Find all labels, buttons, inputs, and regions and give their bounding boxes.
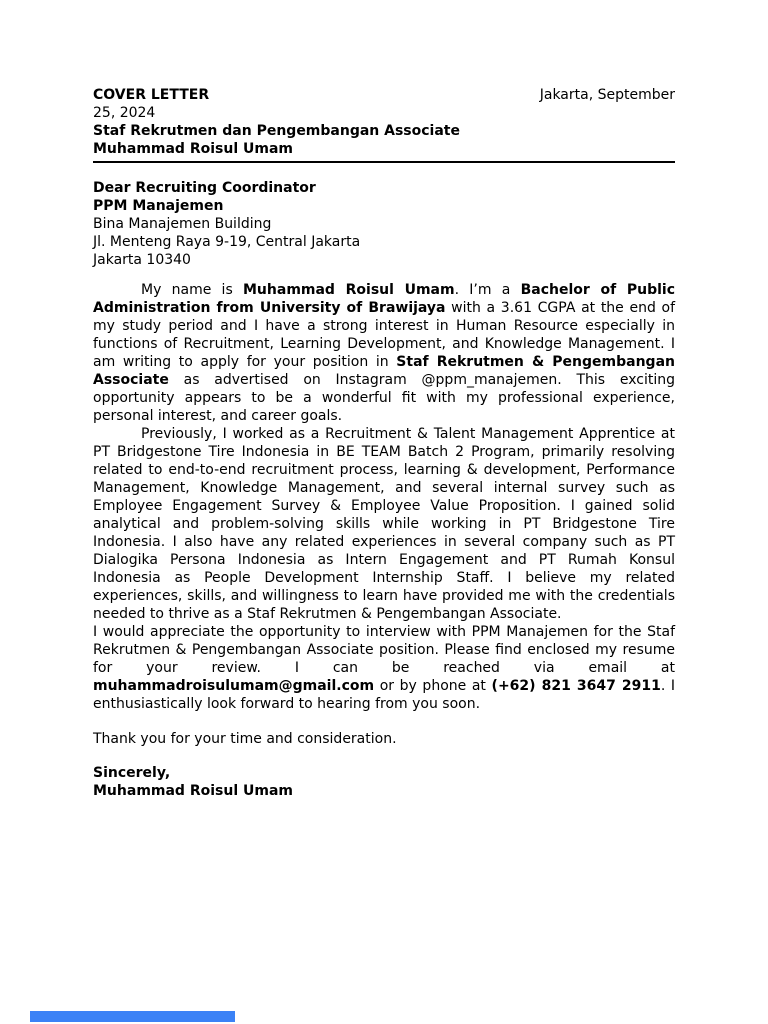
signature-block — [93, 764, 675, 800]
signoff: Sincerely, — [93, 765, 171, 781]
body-paragraph-intro: My name is Muhammad Roisul Umam. I’m a Bachelor of Public Administration from University of Brawijaya with a 3.61 CGPA at the end of my study period and I have a strong interest in Human Resource especially in functions of Recruitment, Learning Development, and Knowledge Management. I am writing to apply for your position in Staf Rekrutmen & Pengembangan Associate as advertised on Instagram @ppm_manajemen. This exciting opportunity appears to be a wonderful fit with my professional experience, personal interest, and career goals. — [93, 282, 676, 424]
body-paragraph-experience: Previously, I worked as a Recruitment & Talent Management Apprentice at PT Bridgestone Tire Indonesia in BE TEAM Batch 2 Program, primarily resolving related to end-to-end recruitment process, learning & development, Performance Management, Knowledge Management, and several internal survey such as Employee Engagement Survey & Employee Value Proposition. I gained solid analytical and problem-solving skills while working in PT Bridgestone Tire Indonesia. I also have any related experiences in several company such as PT Dialogika Persona Indonesia as Intern Engagement and PT Rumah Konsul Indonesia as People Development Internship Staff. I believe my related experiences, skills, and willingness to learn have provided me with the credentials needed to thrive as a Staf Rekrutmen & Pengembangan Associate. — [93, 426, 675, 622]
recipient-company: PPM Manajemen — [93, 198, 224, 214]
closing-thanks-line: Thank you for your time and consideration. — [93, 731, 397, 747]
signature-name: Muhammad Roisul Umam — [93, 783, 293, 799]
applicant-name: Muhammad Roisul Umam — [93, 141, 293, 157]
date-day-year: 25, 2024 — [93, 105, 156, 121]
body-paragraph-contact: I would appreciate the opportunity to interview with PPM Manajemen for the Staf Rekrutmen & Pengembangan Associate position. Please find enclosed my resume for your review. I can be reached via email at muhammadroisulumam@gmail.com or by phone at (+62) 821 3647 2911. I enthusiastically look forward to hearing from you soon. — [93, 624, 676, 712]
page-progress-bar — [30, 1011, 235, 1022]
header-row — [93, 86, 675, 104]
position-title: Staf Rekrutmen dan Pengembangan Associate — [93, 123, 460, 139]
recipient-address-line-1: Bina Manajemen Building — [93, 216, 272, 232]
recipient-address-line-3: Jakarta 10340 — [93, 252, 191, 268]
document-title: COVER LETTER — [93, 87, 210, 103]
date-city-month: Jakarta, September — [539, 87, 675, 103]
salutation: Dear Recruiting Coordinator — [93, 180, 316, 196]
recipient-address-line-2: Jl. Menteng Raya 9-19, Central Jakarta — [93, 234, 361, 250]
header-divider — [93, 161, 675, 163]
recipient-block — [93, 179, 675, 269]
